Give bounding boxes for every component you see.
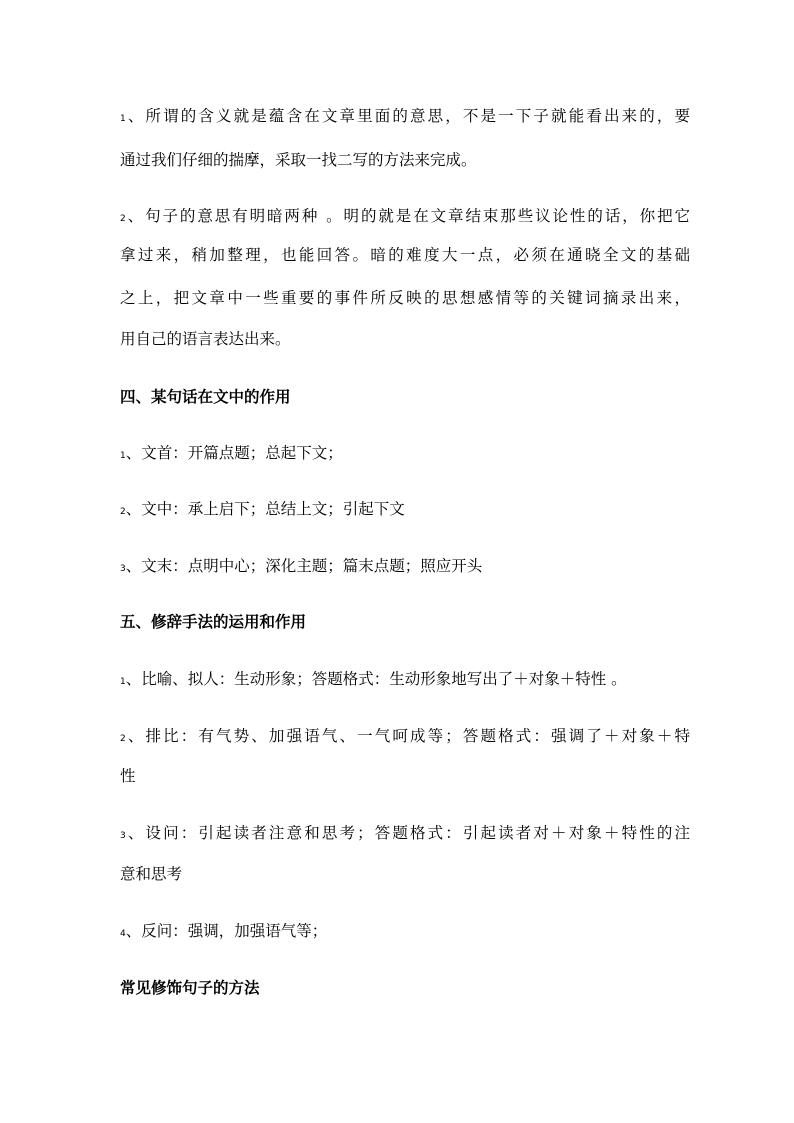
line-text: 、文中：承上启下；总结上文；引起下文 (125, 500, 405, 518)
list-number: 2 (120, 734, 126, 744)
line-text: 、所谓的含义就是蕴含在文章里面的意思，不是一下子就能看出来的，要 (125, 107, 690, 125)
text-line (120, 823, 690, 846)
line-text: 意和思考 (120, 865, 183, 883)
list-number: 3 (120, 831, 126, 841)
list-number: 2 (120, 507, 126, 517)
text-line (120, 921, 690, 944)
list-number: 3 (120, 564, 126, 574)
line-text: 性 (120, 767, 136, 785)
line-text: 、设问：引起读者注意和思考；答题格式：引起读者对＋对象＋特性的注 (125, 824, 690, 842)
line-text: 、比喻、拟人：生动形象；答题格式：生动形象地写出了＋对象＋特性 。 (125, 670, 627, 688)
section-heading: 五、修辞手法的运用和作用 (120, 613, 307, 631)
text-line (120, 106, 690, 129)
text-line (120, 556, 690, 579)
text-line (120, 499, 690, 522)
text-line (120, 443, 690, 466)
list-number: 4 (120, 929, 126, 939)
line-text: 、排比：有气势、加强语气、一气呵成等；答题格式：强调了＋对象＋特 (125, 727, 690, 745)
list-number: 1 (120, 114, 126, 124)
line-text: 拿过来，稍加整理，也能回答。暗的难度大一点，必须在通晓全文的基础 (120, 246, 690, 264)
line-text: 用自己的语言表达出来。 (120, 330, 291, 348)
line-text: 之上，把文章中一些重要的事件所反映的思想感情等的关键词摘录出来， (120, 289, 690, 307)
text-line (120, 288, 690, 308)
text-line (120, 245, 690, 265)
line-text: 、文末：点明中心；深化主题；篇末点题；照应开头 (125, 557, 483, 575)
text-line (120, 150, 690, 170)
section-heading: 四、某句话在文中的作用 (120, 388, 291, 406)
line-text: 、反问：强调，加强语气等； (125, 922, 328, 940)
line-text: 、句子的意思有明暗两种 。明的就是在文章结束那些议论性的话，你把它 (125, 207, 690, 225)
section-heading: 常见修饰句子的方法 (120, 979, 260, 997)
text-line (120, 669, 690, 692)
line-text: 、文首：开篇点题；总起下文； (125, 444, 343, 462)
text-line (120, 329, 690, 349)
list-number: 1 (120, 451, 126, 461)
text-line (120, 766, 690, 786)
line-text: 通过我们仔细的揣摩，采取一找二写的方法来完成。 (120, 151, 477, 169)
list-number: 2 (120, 214, 126, 224)
list-number: 1 (120, 677, 126, 687)
text-line (120, 726, 690, 749)
text-line (120, 864, 690, 884)
text-line (120, 206, 690, 229)
